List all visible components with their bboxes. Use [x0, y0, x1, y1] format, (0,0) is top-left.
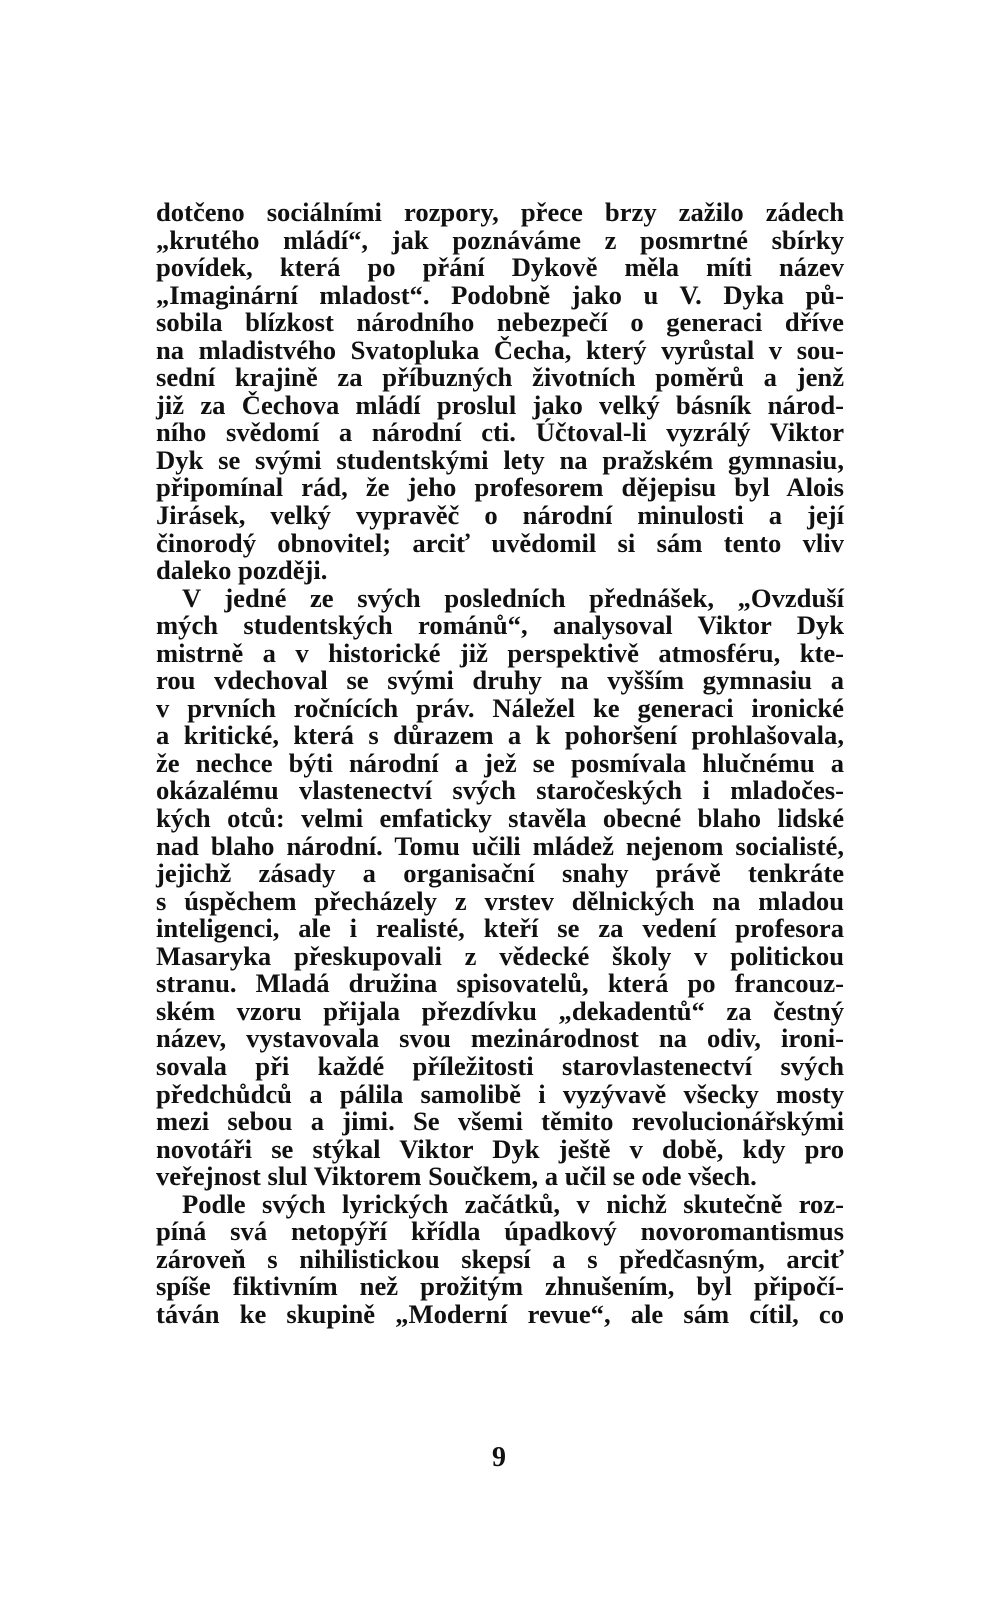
paragraph-last-line: daleko později. — [156, 555, 328, 586]
text-line: povídek, která po přání Dykově měla míti název — [156, 252, 844, 283]
text-line: ního svědomí a národní cti. Účtoval-li vyzrálý Viktor — [156, 417, 844, 448]
text-line: „Imaginární mladost“. Podobně jako u V. Dyka pů- — [156, 279, 844, 310]
text-line: na mladistvého Svatopluka Čecha, který vyrůstal v sou- — [156, 334, 844, 365]
text-line: kých otců: velmi emfaticky stavěla obecné blaho lidské — [156, 803, 844, 834]
text-line: jejichž zásady a organisační snahy právě tenkráte — [156, 858, 844, 889]
text-line: píná svá netopýří křídla úpadkový novoromantismus — [156, 1216, 844, 1247]
text-line: že nechce býti národní a jež se posmívala hlučnému a — [156, 747, 844, 778]
text-line: novotáři se stýkal Viktor Dyk ještě v době, kdy pro — [156, 1133, 844, 1164]
paragraph-first-line: V jedné ze svých posledních přednášek, „Ovzduší — [182, 582, 844, 613]
text-line: spíše fiktivním než prožitým zhnušením, byl připočí- — [156, 1271, 844, 1302]
text-line: mých studentských románů“, analysoval Viktor Dyk — [156, 610, 844, 641]
text-line: již za Čechova mládí proslul jako velký básník národ- — [156, 389, 844, 420]
text-line: ském vzoru přijala přezdívku „dekadentů“ za čestný — [156, 995, 844, 1026]
body-text — [156, 199, 844, 1328]
text-line: mezi sebou a jimi. Se všemi těmito revolucionářskými — [156, 1106, 844, 1137]
text-line: název, vystavovala svou mezinárodnost na odiv, ironi- — [156, 1023, 844, 1054]
text-line: „krutého mládí“, jak poznáváme z posmrtné sbírky — [156, 224, 844, 255]
text-line: stranu. Mladá družina spisovatelů, která po francouz- — [156, 968, 844, 999]
text-line: Jirásek, velký vypravěč o národní minulosti a její — [156, 500, 844, 531]
text-line: inteligenci, ale i realisté, kteří se za vedení profesora — [156, 913, 844, 944]
text-line: Dyk se svými studentskými lety na pražském gymnasiu, — [156, 444, 844, 475]
text-line: nad blaho národní. Tomu učili mládež nejenom socialisté, — [156, 830, 844, 861]
text-line: zároveň s nihilistickou skepsí a s předčasným, arciť — [156, 1243, 844, 1274]
paragraph-last-line: veřejnost slul Viktorem Součkem, a učil se ode všech. — [156, 1161, 757, 1192]
text-line: táván ke skupině „Moderní revue“, ale sám cítil, co — [156, 1298, 844, 1329]
text-line: sovala při každé příležitosti starovlastenectví svých — [156, 1050, 844, 1081]
page-number: 9 — [492, 1442, 506, 1473]
text-line: okázalému vlastenectví svých staročeských i mladočes- — [156, 775, 844, 806]
text-line: sobila blízkost národního nebezpečí o generaci dříve — [156, 307, 844, 338]
text-line: sední krajině za příbuzných životních poměrů a jenž — [156, 362, 844, 393]
text-line: předchůdců a pálila samolibě i vyzývavě všecky mosty — [156, 1078, 844, 1109]
text-line: dotčeno sociálními rozpory, přece brzy zažilo zádech — [156, 197, 844, 227]
paragraph-first-line: Podle svých lyrických začátků, v nichž skutečně roz- — [182, 1188, 844, 1219]
text-line: Masaryka přeskupovali z vědecké školy v politickou — [156, 940, 844, 971]
text-line: a kritické, která s důrazem a k pohoršení prohlašovala, — [156, 720, 844, 751]
text-line: činorodý obnovitel; arciť uvědomil si sám tento vliv — [156, 527, 844, 558]
text-line: s úspěchem přecházely z vrstev dělnických na mladou — [156, 885, 844, 916]
text-line: mistrně a v historické již perspektivě atmosféru, kte- — [156, 637, 844, 668]
text-line: v prvních ročnících práv. Náležel ke generaci ironické — [156, 692, 844, 723]
text-line: rou vdechoval se svými druhy na vyšším gymnasiu a — [156, 665, 844, 696]
text-line: připomínal rád, že jeho profesorem dějepisu byl Alois — [156, 472, 844, 503]
